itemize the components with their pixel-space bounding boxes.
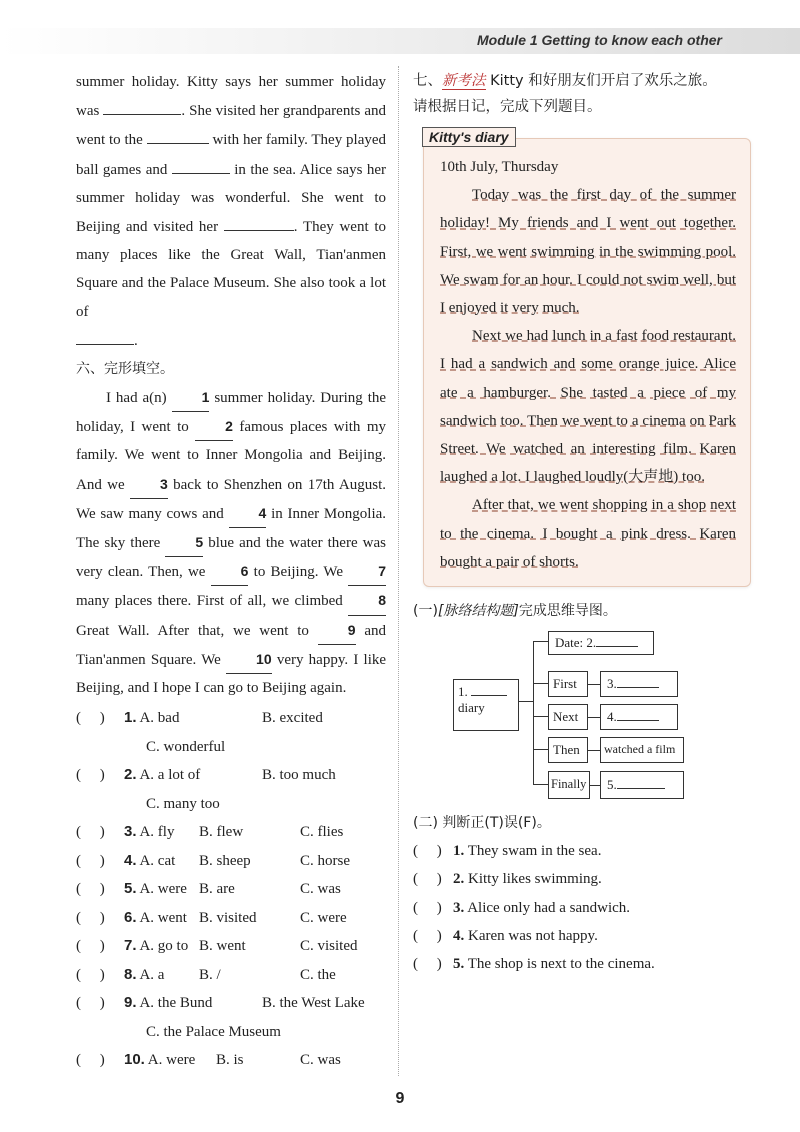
mindmap-root [453, 679, 519, 731]
cloze-text: Great Wall. After that, we went to [76, 622, 309, 639]
answer-paren[interactable]: ( ) [76, 995, 105, 1012]
mindmap-first-answer [600, 671, 678, 697]
root-word: diary [458, 700, 485, 716]
option-c[interactable]: C. was [300, 881, 341, 898]
answer-blank[interactable] [617, 788, 665, 789]
option-c[interactable]: C. were [300, 909, 347, 926]
judgment-number: 1. [453, 843, 465, 860]
judgment-1 [413, 837, 723, 865]
diary-paragraph-1: Today was the first day of the summer holiday! My friends and I went out together. First, we went swimming in the swimming pool. We swam for an hour. I could not swim well, but I enjoyed it very much. [440, 187, 736, 317]
section-7-number: 七、 [413, 73, 442, 89]
option-c[interactable]: C. wonderful [146, 738, 226, 755]
judgment-number: 3. [453, 899, 465, 916]
question-1-c [76, 733, 386, 762]
judgment-5 [413, 950, 723, 978]
judgment-text: Kitty likes swimming. [468, 871, 602, 888]
mindmap-finally: Finally [548, 771, 590, 799]
question-2 [76, 761, 386, 790]
diary-paragraph-3: After that, we went shopping in a shop next to the cinema. I bought a pink dress. Karen bought a pair of shorts. [440, 497, 736, 570]
left-column [76, 68, 386, 1075]
blank-number: 4. [607, 709, 617, 725]
option-b[interactable]: B. excited [262, 710, 323, 727]
question-number: 8. [124, 965, 137, 983]
question-2-c [76, 790, 386, 819]
connector [533, 784, 548, 785]
judgment-text: They swam in the sea. [467, 843, 602, 860]
cloze-blank[interactable]: 3 [130, 470, 168, 499]
option-a[interactable]: A. a lot of [139, 767, 201, 784]
judgment-number: 5. [453, 956, 465, 973]
question-7 [76, 932, 386, 961]
answer-paren[interactable]: ( ) [76, 824, 105, 841]
mindmap-first: First [548, 671, 588, 697]
connector [590, 785, 600, 786]
part-1-title [413, 597, 723, 625]
judgment-text: Karen was not happy. [468, 927, 598, 944]
option-a[interactable]: A. the Bund [139, 995, 213, 1012]
page-number: 9 [395, 1090, 405, 1107]
question-number: 6. [124, 908, 137, 926]
blank-number: 5. [607, 777, 617, 793]
mindmap-then: Then [548, 737, 588, 763]
answer-paren[interactable]: ( ) [76, 852, 105, 869]
option-b[interactable]: B. is [216, 1052, 244, 1069]
option-b[interactable]: B. too much [262, 767, 336, 784]
passage-text: in the sea. Alice says her summer holiday was wonderful. She went to Beijing and visited her [76, 161, 387, 236]
option-b[interactable]: B. the West Lake [262, 995, 365, 1012]
option-c[interactable]: C. was [300, 1052, 341, 1069]
cloze-text: famous places with my family. We went to Inner Mongolia and Beijing. And we [76, 419, 386, 493]
answer-paren[interactable]: ( ) [76, 909, 105, 926]
section-7-title [413, 68, 723, 120]
question-5 [76, 875, 386, 904]
answer-paren[interactable]: ( ) [413, 956, 442, 973]
answer-blank[interactable] [617, 687, 659, 688]
cloze-blank[interactable]: 6 [211, 557, 249, 586]
question-number: 7. [124, 937, 137, 955]
option-c[interactable]: C. many too [146, 795, 220, 812]
answer-paren[interactable]: ( ) [76, 1052, 105, 1069]
answer-blank[interactable] [172, 155, 230, 174]
connector [588, 750, 600, 751]
option-b[interactable]: B. went [199, 938, 246, 955]
connector [533, 749, 548, 750]
cloze-blank[interactable]: 2 [195, 412, 233, 441]
cloze-blank[interactable]: 5 [165, 528, 203, 557]
passage-text: summer holiday. Kitty says her summer holiday was [76, 74, 386, 120]
answer-blank[interactable] [76, 326, 134, 345]
question-1 [76, 704, 386, 733]
question-9 [76, 989, 386, 1018]
judgment-3 [413, 894, 723, 922]
option-a[interactable]: A. cat [139, 852, 176, 869]
answer-blank[interactable] [224, 212, 294, 231]
option-a[interactable]: A. were [147, 1052, 196, 1069]
cloze-text: very happy. I like Beijing, and I hope I can go to Beijing again. [76, 651, 387, 697]
column-divider [398, 66, 400, 1076]
cloze-text: in Inner Mongolia. The sky there [76, 505, 387, 552]
connector [588, 684, 600, 685]
option-a[interactable]: A. go to [139, 938, 189, 955]
question-number: 3. [124, 823, 137, 841]
question-number: 9. [124, 994, 137, 1012]
section-6-title: 六、完形填空。 [76, 361, 174, 378]
judgment-4 [413, 922, 723, 950]
option-a[interactable]: A. fly [139, 824, 175, 841]
structure-tag: [脉络结构题] [437, 603, 519, 620]
page-header [0, 28, 800, 54]
connector [519, 701, 533, 702]
date-label: Date: 2. [555, 635, 597, 651]
header-title: Module 1 Getting to know each other [476, 32, 722, 48]
blank-number: 3. [607, 676, 617, 692]
cloze-questions [76, 704, 386, 1075]
answer-paren[interactable]: ( ) [413, 899, 442, 916]
connector [533, 641, 548, 642]
judgment-questions [413, 837, 723, 978]
cloze-blank[interactable]: 7 [348, 557, 386, 586]
option-a[interactable]: A. were [139, 881, 187, 898]
part-1-instructions: 完成思维导图。 [518, 603, 617, 620]
question-number: 1. [124, 709, 137, 727]
option-b[interactable]: B. sheep [199, 852, 251, 869]
answer-paren[interactable]: ( ) [413, 843, 442, 860]
answer-paren[interactable]: ( ) [413, 871, 442, 888]
option-a[interactable]: A. bad [139, 710, 180, 727]
cloze-passage [76, 383, 386, 702]
judgment-text: The shop is next to the cinema. [467, 956, 655, 973]
option-a[interactable]: A. a [139, 966, 165, 983]
mindmap-finally-answer [600, 771, 684, 799]
cloze-text: blue and the water there was very clean. Then, we [76, 535, 387, 581]
answer-blank[interactable] [617, 720, 659, 721]
option-b[interactable]: B. / [199, 966, 221, 983]
question-number: 2. [124, 766, 137, 784]
question-10 [76, 1046, 386, 1075]
answer-paren[interactable]: ( ) [413, 927, 442, 944]
connector [588, 717, 600, 718]
cloze-blank[interactable]: 8 [348, 586, 386, 615]
section-7-instructions: Kitty 和好朋友们开启了欢乐之旅。请根据日记，完成下列题目。 [413, 73, 717, 115]
cloze-text: many places there. First of all, we climbed [76, 593, 343, 610]
judgment-2 [413, 865, 723, 893]
diary-tag: Kitty's diary [422, 127, 516, 147]
answer-paren[interactable]: ( ) [76, 710, 105, 727]
diary-date: 10th July, Thursday [440, 159, 559, 175]
option-b[interactable]: B. flew [199, 824, 244, 841]
passage-text: with her family. They played ball games and [76, 132, 387, 178]
passage-text: . She visited her grandparents and went to the [76, 103, 387, 149]
mindmap-next: Next [548, 704, 588, 730]
question-3 [76, 818, 386, 847]
cloze-blank[interactable]: 9 [318, 616, 356, 645]
answer-blank[interactable] [147, 125, 209, 144]
answer-blank[interactable] [596, 646, 638, 647]
question-9-c [76, 1018, 386, 1047]
passage-text: . [134, 332, 138, 349]
option-c[interactable]: C. the Palace Museum [146, 1023, 281, 1040]
mindmap-next-answer [600, 704, 678, 730]
mind-map [413, 631, 723, 803]
answer-paren[interactable]: ( ) [76, 966, 105, 983]
question-8 [76, 961, 386, 990]
judgment-number: 4. [453, 927, 465, 944]
option-b[interactable]: B. are [199, 881, 235, 898]
option-a[interactable]: A. went [139, 909, 187, 926]
option-b[interactable]: B. visited [199, 909, 257, 926]
option-c[interactable]: C. horse [300, 852, 350, 869]
part-1-label: (一) [413, 603, 438, 620]
diary-paragraph-2: Next we had lunch in a fast food restaurant. I had a sandwich and some orange juice. Alice ate a hamburger. She tasted a piece of my sandwich too. Then we went to a cinema on Park Street. We watched an interesting film. Karen laughed a lot. I laughed loudly(大声地) too. [440, 328, 736, 486]
question-6 [76, 904, 386, 933]
cloze-blank[interactable]: 1 [172, 383, 210, 412]
answer-paren[interactable]: ( ) [76, 938, 105, 955]
option-c[interactable]: C. flies [300, 824, 344, 841]
answer-paren[interactable]: ( ) [76, 881, 105, 898]
connector [533, 641, 534, 785]
new-exam-tag: 新考法 [442, 73, 486, 89]
judgment-number: 2. [453, 871, 465, 888]
passage-continuation [76, 68, 386, 355]
part-2-title: (二) 判断正(T)误(F)。 [413, 815, 551, 832]
right-column [413, 68, 736, 979]
mindmap-then-value: watched a film [600, 737, 684, 763]
cloze-text: summer holiday. During the holiday, I went to [76, 390, 387, 436]
answer-blank[interactable] [103, 96, 181, 115]
judgment-text: Alice only had a sandwich. [467, 899, 631, 916]
cloze-text: to Beijing. We [253, 564, 343, 581]
answer-paren[interactable]: ( ) [76, 767, 105, 784]
cloze-text: back to Shenzhen on 17th August. We saw many cows and [76, 476, 387, 522]
question-number: 10. [124, 1051, 145, 1069]
connector [533, 716, 548, 717]
option-c[interactable]: C. the [300, 966, 336, 983]
question-number: 4. [124, 851, 137, 869]
connector [533, 683, 548, 684]
option-c[interactable]: C. visited [300, 938, 358, 955]
cloze-blank[interactable]: 4 [229, 499, 267, 528]
mindmap-date [548, 631, 654, 655]
question-number: 5. [124, 880, 137, 898]
answer-blank[interactable] [471, 695, 507, 696]
cloze-text: I had a(n) [106, 390, 167, 407]
passage-text: . They went to many places like the Great Wall, Tian'anmen Square and the Palace Museum. She also took a lot of [76, 219, 387, 320]
root-number: 1. [458, 684, 468, 700]
kitty-diary [423, 129, 751, 587]
question-4 [76, 847, 386, 876]
cloze-text: and Tian'anmen Square. We [76, 622, 387, 668]
cloze-blank[interactable]: 10 [226, 645, 272, 674]
